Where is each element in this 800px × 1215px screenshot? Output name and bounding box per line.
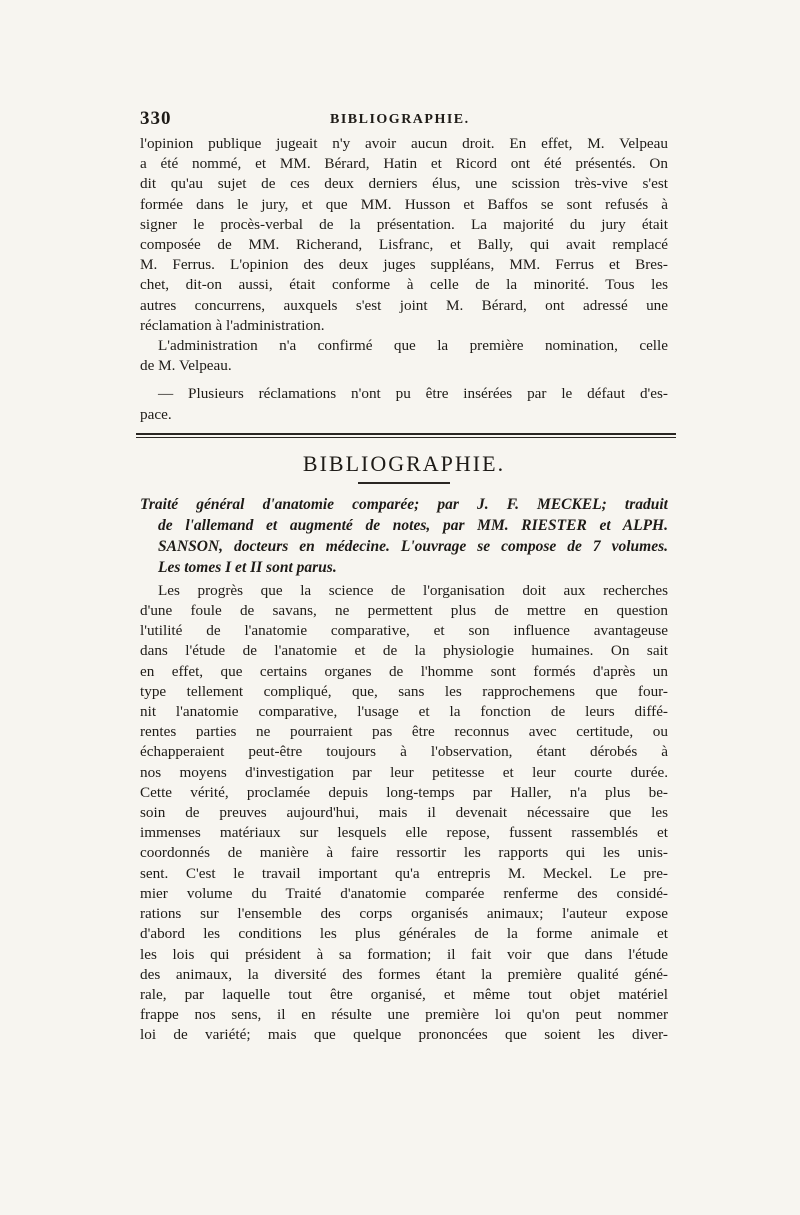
text-line: formée dans le jury, et que MM. Husson et Baffos se sont refusés à: [140, 195, 668, 213]
text-line: de M. Velpeau.: [140, 357, 232, 375]
book-title-line: de l'allemand et augmenté de notes, par MM. RIESTER et ALPH.: [158, 516, 668, 534]
text-line: dit qu'au sujet de ces deux derniers élus, une scission très-vive s'est: [140, 175, 668, 193]
text-line: d'une foule de savans, ne permettent plus de mettre en question: [140, 602, 668, 620]
text-line: nit l'anatomie comparative, l'usage et la fonction de leurs diffé-: [140, 703, 668, 721]
text-line: signer le procès-verbal de la présentation. La majorité du jury était: [140, 215, 668, 233]
text-line: Cette vérité, proclamée depuis long-temps par Haller, n'a plus be-: [140, 783, 668, 801]
text-line: loi de variété; mais que quelque prononcées que soient les diver-: [140, 1026, 668, 1044]
text-line: frappe nos sens, il en résulte une première loi qu'on peut nommer: [140, 1006, 668, 1024]
text-line: rentes parties ne pourraient pas être reconnus avec certitude, ou: [140, 723, 668, 741]
text-line: — Plusieurs réclamations n'ont pu être insérées par le défaut d'es-: [158, 385, 668, 403]
text-line: type tellement compliqué, que, sans les rapprochemens que four-: [140, 682, 668, 700]
text-line: pace.: [140, 405, 172, 423]
text-line: Les progrès que la science de l'organisation doit aux recherches: [158, 581, 668, 599]
text-line: a été nommé, et MM. Bérard, Hatin et Ricord ont été présentés. On: [140, 155, 668, 173]
spacer: [140, 376, 668, 384]
top-paragraph: [140, 134, 668, 336]
text-line: en effet, que certains organes de l'homme sont formés d'après un: [140, 662, 668, 680]
text-line: coordonnés de manière à faire ressortir les rapports qui les unis-: [140, 844, 668, 862]
text-line: sent. C'est le travail important qu'a entrepris M. Meckel. Le pre-: [140, 864, 668, 882]
text-line: l'opinion publique jugeait n'y avoir aucun droit. En effet, M. Velpeau: [140, 135, 668, 152]
book-title-line: Traité général d'anatomie comparée; par J. F. MECKEL; traduit: [140, 495, 668, 513]
running-head: BIBLIOGRAPHIE.: [330, 112, 470, 127]
review-paragraph: [140, 581, 668, 1046]
text-line: rations sur l'ensemble des corps organisés animaux; l'auteur expose: [140, 905, 668, 923]
text-line: mier volume du Traité d'anatomie comparée renferme des considé-: [140, 884, 668, 902]
text-line: autres concurrens, auxquels s'est joint M. Bérard, ont adressé une: [140, 296, 668, 314]
text-line: L'administration n'a confirmé que la première nomination, celle: [158, 337, 668, 355]
book-title-block: [140, 494, 668, 578]
note-paragraph: [140, 384, 668, 424]
text-line: composée de MM. Richerand, Lisfranc, et Bally, qui avait remplacé: [140, 236, 668, 254]
text-line: rale, par laquelle tout être organisé, et même tout objet matériel: [140, 985, 668, 1003]
book-title-line: SANSON, docteurs en médecine. L'ouvrage se compose de 7 volumes.: [158, 537, 668, 555]
text-line: immenses matériaux sur lesquels elle repose, fussent rassemblés et: [140, 824, 668, 842]
text-line: soin de preuves aujourd'hui, mais il devenait nécessaire que les: [140, 804, 668, 822]
text-line: M. Ferrus. L'opinion des deux juges suppléans, MM. Ferrus et Bres-: [140, 256, 668, 274]
text-line: l'utilité de l'anatomie comparative, et son influence avantageuse: [140, 622, 668, 640]
text-line: les lois qui président à sa formation; il fait voir que dans l'étude: [140, 945, 668, 963]
text-line: d'abord les conditions les plus générales de la forme animale et: [140, 925, 668, 943]
text-line: chet, dit-on aussi, était conforme à celle de la minorité. Tous les: [140, 276, 668, 294]
title-underline: [358, 482, 450, 484]
page-content: [140, 108, 668, 1046]
section-title: BIBLIOGRAPHIE.: [302, 450, 506, 476]
page-header: [140, 108, 668, 134]
text-line: dans l'étude de l'anatomie et de la physiologie humaines. On sait: [140, 642, 668, 660]
admin-paragraph: [140, 336, 668, 376]
text-line: réclamation à l'administration.: [140, 316, 325, 334]
page-number: 330: [140, 108, 172, 129]
section-divider: [136, 433, 676, 438]
text-line: échapperaient peut-être toujours à l'observation, étant dérobés à: [140, 743, 668, 761]
text-line: nos moyens d'investigation par leur petitesse et leur courte durée.: [140, 763, 668, 781]
book-title-line: Les tomes I et II sont parus.: [158, 558, 337, 576]
text-line: des animaux, la diversité des formes étant la première qualité géné-: [140, 965, 668, 983]
